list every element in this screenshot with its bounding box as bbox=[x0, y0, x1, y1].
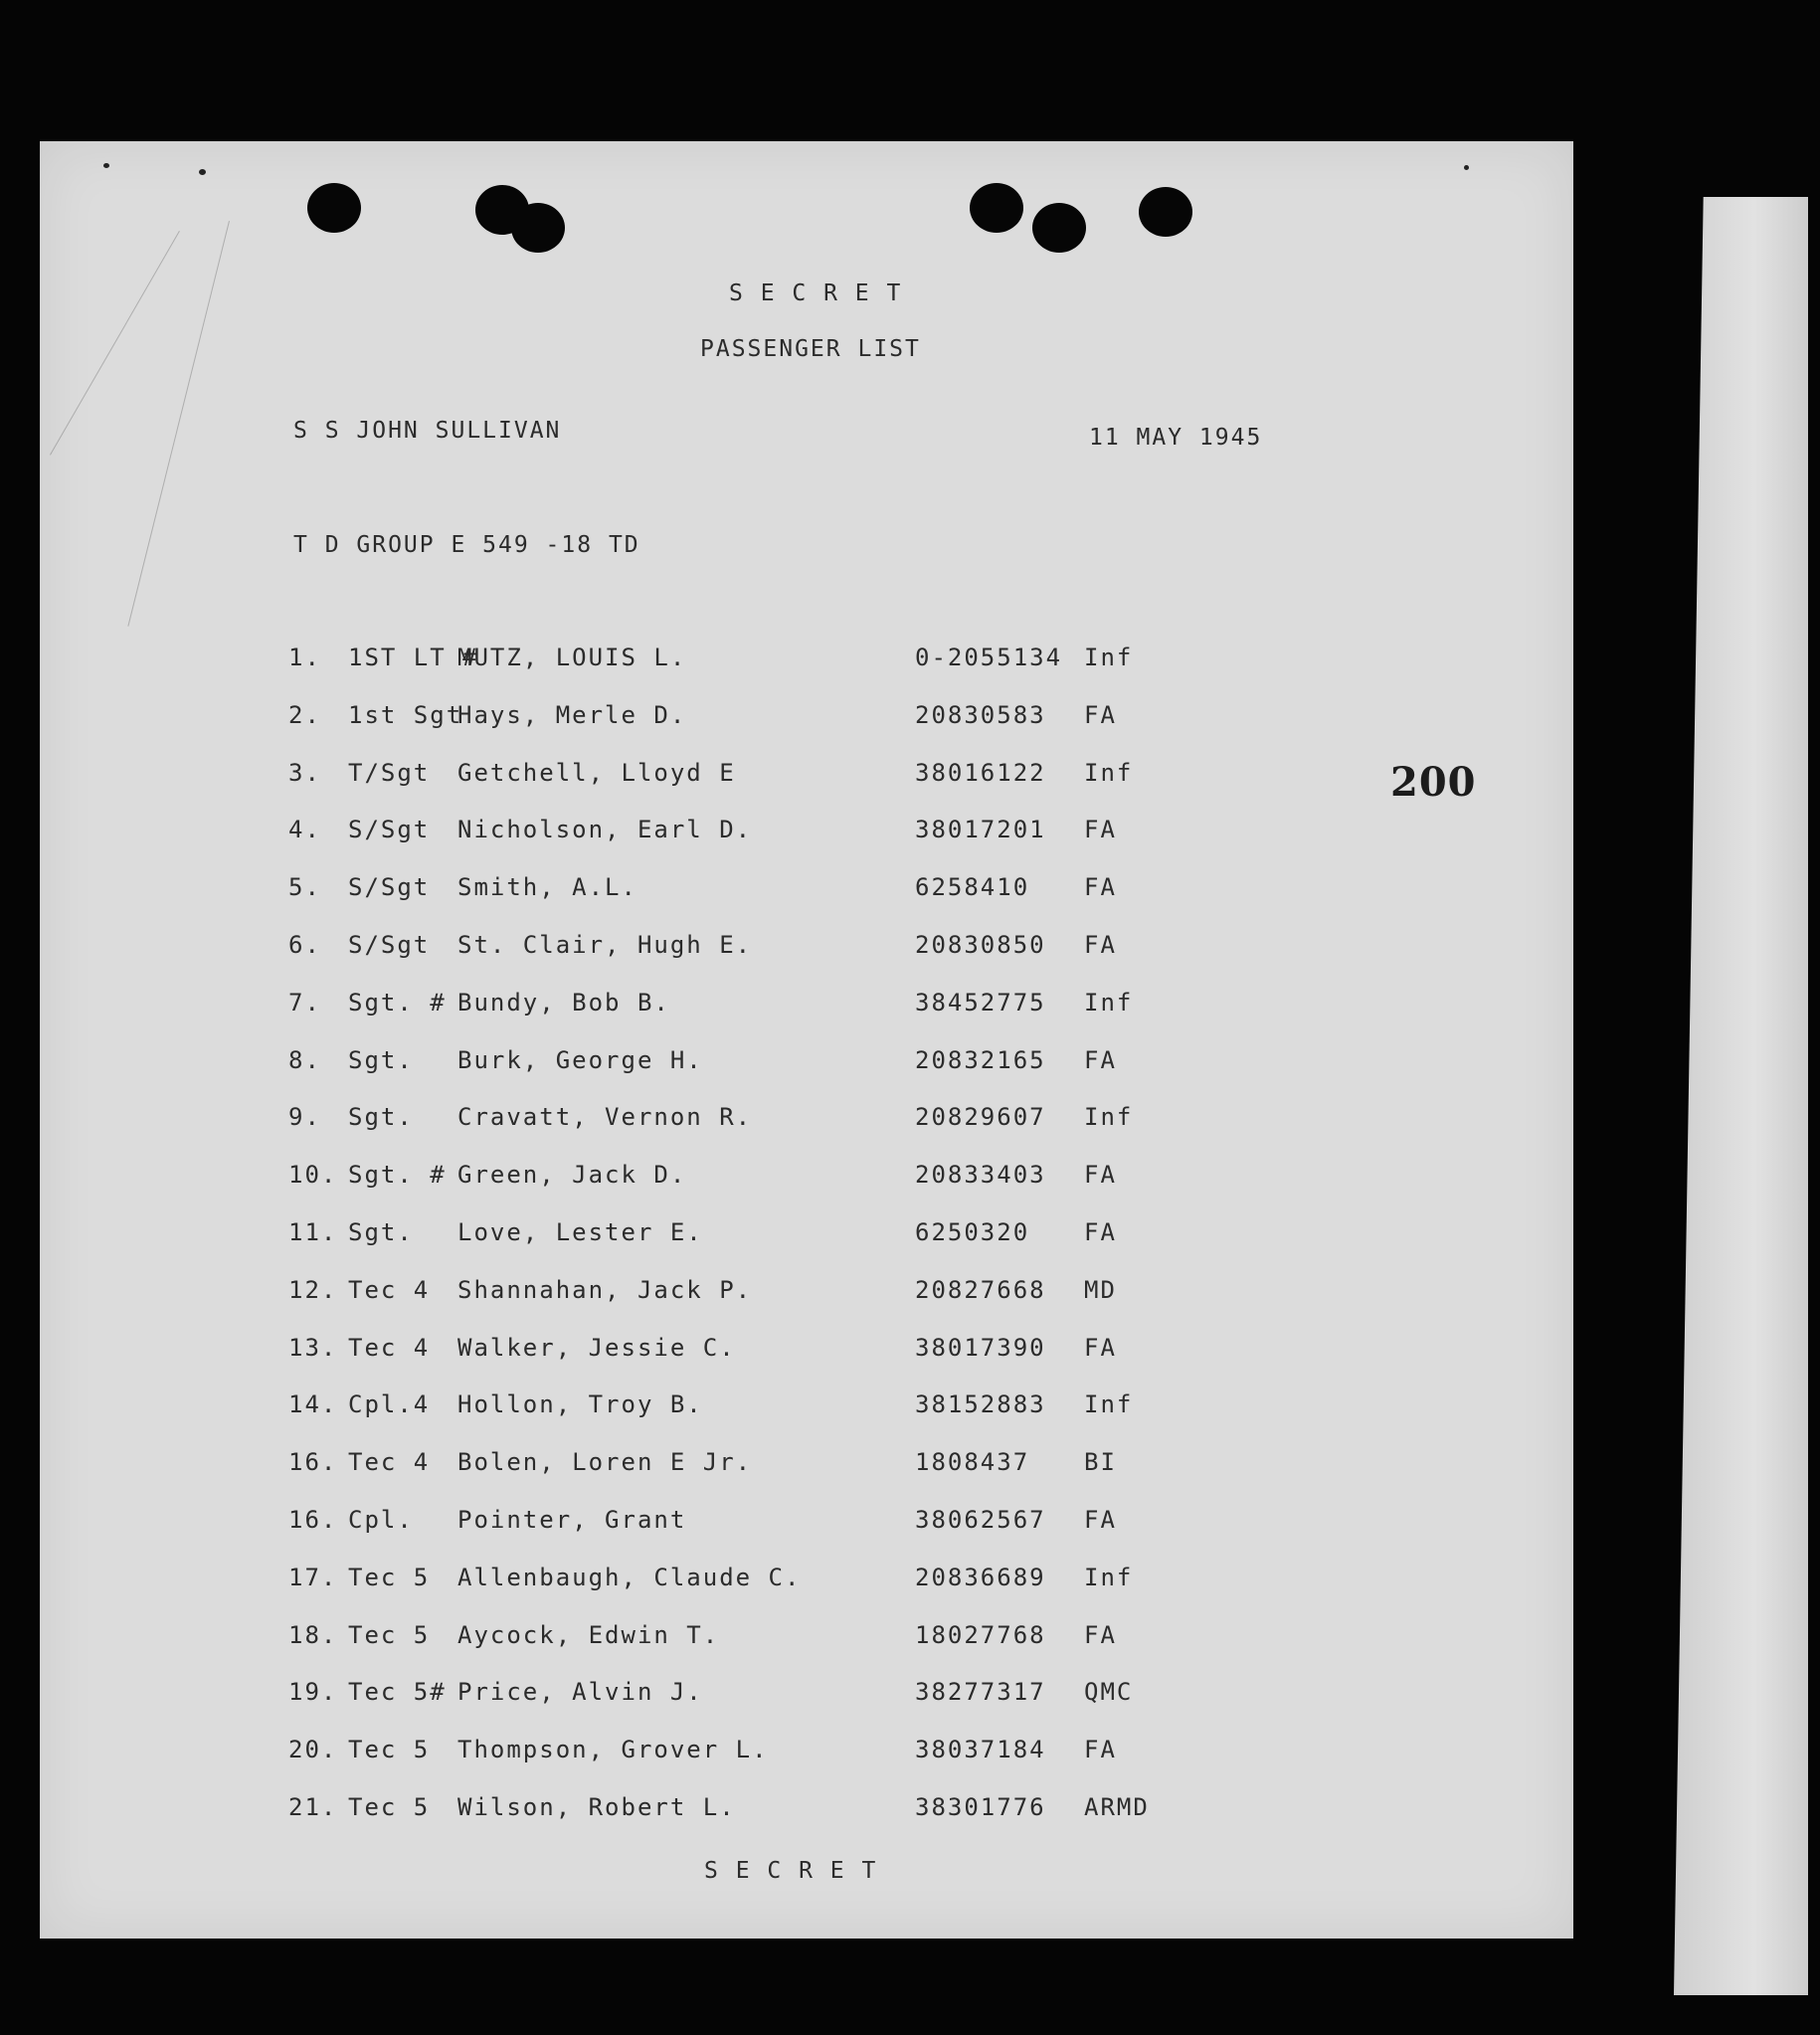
serial-number-cell: 38301776 bbox=[915, 1793, 1046, 1821]
name-cell: Cravatt, Vernon R. bbox=[457, 1103, 753, 1132]
row-number: 3. bbox=[288, 758, 321, 787]
name-cell: Getchell, Lloyd E bbox=[457, 758, 736, 787]
row-number: 16. bbox=[288, 1506, 338, 1534]
rank-cell: Tec 5 bbox=[348, 1736, 431, 1764]
passenger-row bbox=[40, 1334, 1573, 1374]
page-title: PASSENGER LIST bbox=[700, 336, 921, 362]
row-number: 14. bbox=[288, 1390, 338, 1419]
rank-cell: Sgt. bbox=[348, 1103, 414, 1132]
row-number: 18. bbox=[288, 1620, 338, 1649]
serial-number-cell: 38016122 bbox=[915, 758, 1046, 787]
branch-cell: BI bbox=[1084, 1448, 1117, 1477]
rank-cell: Sgt. # bbox=[348, 988, 447, 1017]
passenger-row bbox=[40, 1793, 1573, 1833]
serial-number-cell: 38452775 bbox=[915, 988, 1046, 1017]
rank-cell: 1ST LT # bbox=[348, 644, 479, 671]
name-cell: Allenbaugh, Claude C. bbox=[457, 1563, 802, 1591]
branch-cell: FA bbox=[1084, 931, 1117, 959]
row-number: 10. bbox=[288, 1161, 338, 1190]
branch-cell: Inf bbox=[1084, 988, 1134, 1017]
passenger-row bbox=[40, 1564, 1573, 1603]
rank-cell: Tec 5 bbox=[348, 1793, 431, 1821]
passenger-row bbox=[40, 1621, 1573, 1661]
serial-number-cell: 20832165 bbox=[915, 1045, 1046, 1074]
name-cell: Smith, A.L. bbox=[457, 873, 637, 902]
rank-cell: Cpl.4 bbox=[348, 1390, 431, 1419]
passenger-row bbox=[40, 873, 1573, 913]
paper-scratch bbox=[127, 221, 230, 627]
rank-cell: Tec 5# bbox=[348, 1678, 447, 1707]
serial-number-cell: 38062567 bbox=[915, 1506, 1046, 1534]
row-number: 1. bbox=[288, 644, 321, 671]
name-cell: Price, Alvin J. bbox=[457, 1678, 703, 1707]
passenger-row bbox=[40, 759, 1573, 799]
classification-top: S E C R E T bbox=[729, 280, 903, 306]
branch-cell: FA bbox=[1084, 1506, 1117, 1534]
passenger-row bbox=[40, 931, 1573, 971]
row-number: 2. bbox=[288, 700, 321, 729]
branch-cell: Inf bbox=[1084, 1563, 1134, 1591]
serial-number-cell: 0-2055134 bbox=[915, 644, 1063, 671]
rank-cell: S/Sgt bbox=[348, 931, 431, 959]
branch-cell: FA bbox=[1084, 1333, 1117, 1362]
rank-cell: Sgt. # bbox=[348, 1161, 447, 1190]
branch-cell: FA bbox=[1084, 1045, 1117, 1074]
branch-cell: FA bbox=[1084, 700, 1117, 729]
name-cell: Hollon, Troy B. bbox=[457, 1390, 703, 1419]
serial-number-cell: 6258410 bbox=[915, 873, 1030, 902]
row-number: 7. bbox=[288, 988, 321, 1017]
passenger-row bbox=[40, 1678, 1573, 1718]
group-designation: T D GROUP E 549 -18 TD bbox=[293, 532, 640, 558]
page-number-stamp: 200 bbox=[1390, 759, 1477, 806]
rank-cell: S/Sgt bbox=[348, 873, 431, 902]
paper-scratch bbox=[50, 231, 180, 456]
row-number: 11. bbox=[288, 1218, 338, 1246]
row-number: 21. bbox=[288, 1793, 338, 1821]
name-cell: Love, Lester E. bbox=[457, 1218, 703, 1246]
row-number: 4. bbox=[288, 816, 321, 844]
paper-speck bbox=[199, 169, 206, 175]
branch-cell: FA bbox=[1084, 1620, 1117, 1649]
rank-cell: S/Sgt bbox=[348, 816, 431, 844]
name-cell: Hays, Merle D. bbox=[457, 700, 687, 729]
branch-cell: QMC bbox=[1084, 1678, 1134, 1707]
passenger-row bbox=[40, 1448, 1573, 1488]
name-cell: Green, Jack D. bbox=[457, 1161, 687, 1190]
branch-cell: FA bbox=[1084, 816, 1117, 844]
rank-cell: Tec 4 bbox=[348, 1448, 431, 1477]
rank-cell: Tec 5 bbox=[348, 1563, 431, 1591]
rank-cell: Cpl. bbox=[348, 1506, 414, 1534]
row-number: 20. bbox=[288, 1736, 338, 1764]
passenger-row bbox=[40, 644, 1573, 683]
serial-number-cell: 20829607 bbox=[915, 1103, 1046, 1132]
serial-number-cell: 38152883 bbox=[915, 1390, 1046, 1419]
name-cell: St. Clair, Hugh E. bbox=[457, 931, 753, 959]
name-cell: Wilson, Robert L. bbox=[457, 1793, 736, 1821]
branch-cell: Inf bbox=[1084, 1390, 1134, 1419]
passenger-row bbox=[40, 989, 1573, 1028]
passenger-row bbox=[40, 1161, 1573, 1201]
name-cell: Thompson, Grover L. bbox=[457, 1736, 769, 1764]
row-number: 6. bbox=[288, 931, 321, 959]
paper-speck bbox=[1464, 165, 1469, 170]
rank-cell: 1st Sgt bbox=[348, 700, 463, 729]
passenger-row bbox=[40, 1736, 1573, 1775]
punch-hole bbox=[511, 203, 565, 253]
serial-number-cell: 20827668 bbox=[915, 1275, 1046, 1304]
passenger-row bbox=[40, 1506, 1573, 1546]
serial-number-cell: 20830850 bbox=[915, 931, 1046, 959]
branch-cell: ARMD bbox=[1084, 1793, 1150, 1821]
branch-cell: MD bbox=[1084, 1275, 1117, 1304]
passenger-row bbox=[40, 1218, 1573, 1258]
rank-cell: T/Sgt bbox=[348, 758, 431, 787]
serial-number-cell: 38277317 bbox=[915, 1678, 1046, 1707]
punch-hole bbox=[307, 183, 361, 233]
name-cell: Bolen, Loren E Jr. bbox=[457, 1448, 753, 1477]
rank-cell: Tec 4 bbox=[348, 1275, 431, 1304]
row-number: 16. bbox=[288, 1448, 338, 1477]
passenger-row bbox=[40, 701, 1573, 741]
serial-number-cell: 20836689 bbox=[915, 1563, 1046, 1591]
name-cell: MUTZ, LOUIS L. bbox=[457, 644, 687, 671]
punch-hole bbox=[970, 183, 1023, 233]
ship-name: S S JOHN SULLIVAN bbox=[293, 418, 562, 444]
name-cell: Walker, Jessie C. bbox=[457, 1333, 736, 1362]
name-cell: Pointer, Grant bbox=[457, 1506, 687, 1534]
branch-cell: FA bbox=[1084, 1161, 1117, 1190]
passenger-row bbox=[40, 816, 1573, 855]
serial-number-cell: 20830583 bbox=[915, 700, 1046, 729]
name-cell: Bundy, Bob B. bbox=[457, 988, 670, 1017]
name-cell: Shannahan, Jack P. bbox=[457, 1275, 753, 1304]
serial-number-cell: 38037184 bbox=[915, 1736, 1046, 1764]
rank-cell: Sgt. bbox=[348, 1218, 414, 1246]
document-page bbox=[40, 141, 1573, 1939]
row-number: 8. bbox=[288, 1045, 321, 1074]
row-number: 9. bbox=[288, 1103, 321, 1132]
list-date: 11 MAY 1945 bbox=[1089, 425, 1263, 451]
row-number: 19. bbox=[288, 1678, 338, 1707]
name-cell: Burk, George H. bbox=[457, 1045, 703, 1074]
row-number: 13. bbox=[288, 1333, 338, 1362]
passenger-row bbox=[40, 1103, 1573, 1143]
branch-cell: Inf bbox=[1084, 644, 1134, 671]
passenger-row bbox=[40, 1046, 1573, 1086]
punch-hole bbox=[1032, 203, 1086, 253]
serial-number-cell: 18027768 bbox=[915, 1620, 1046, 1649]
branch-cell: FA bbox=[1084, 1218, 1117, 1246]
branch-cell: FA bbox=[1084, 1736, 1117, 1764]
classification-bottom: S E C R E T bbox=[704, 1858, 878, 1884]
serial-number-cell: 20833403 bbox=[915, 1161, 1046, 1190]
row-number: 12. bbox=[288, 1275, 338, 1304]
name-cell: Nicholson, Earl D. bbox=[457, 816, 753, 844]
rank-cell: Tec 4 bbox=[348, 1333, 431, 1362]
row-number: 5. bbox=[288, 873, 321, 902]
punch-hole bbox=[1139, 187, 1192, 237]
name-cell: Aycock, Edwin T. bbox=[457, 1620, 720, 1649]
serial-number-cell: 1808437 bbox=[915, 1448, 1030, 1477]
serial-number-cell: 6250320 bbox=[915, 1218, 1030, 1246]
branch-cell: Inf bbox=[1084, 758, 1134, 787]
branch-cell: FA bbox=[1084, 873, 1117, 902]
adjacent-page-edge bbox=[1674, 197, 1808, 1995]
rank-cell: Sgt. bbox=[348, 1045, 414, 1074]
paper-speck bbox=[103, 163, 109, 168]
branch-cell: Inf bbox=[1084, 1103, 1134, 1132]
serial-number-cell: 38017390 bbox=[915, 1333, 1046, 1362]
row-number: 17. bbox=[288, 1563, 338, 1591]
passenger-row bbox=[40, 1390, 1573, 1430]
serial-number-cell: 38017201 bbox=[915, 816, 1046, 844]
rank-cell: Tec 5 bbox=[348, 1620, 431, 1649]
passenger-row bbox=[40, 1276, 1573, 1316]
